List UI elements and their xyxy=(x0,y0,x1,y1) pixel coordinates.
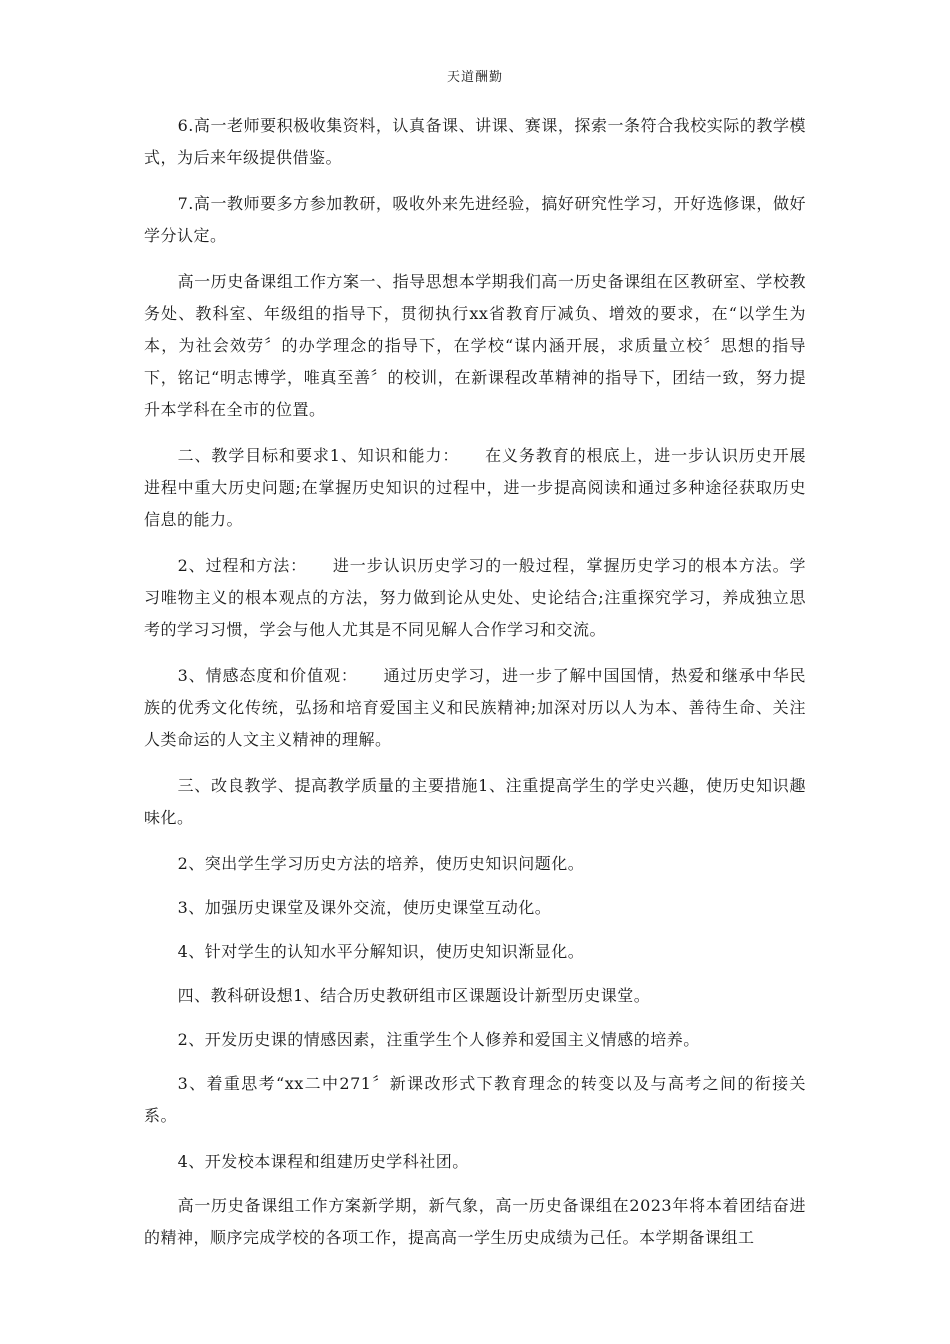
paragraph: 3、情感态度和价值观： 通过历史学习，进一步了解中国国情，热爱和继承中华民族的优秀文化传统，弘扬和培育爱国主义和民族精神;加深对历以人为本、善待生命、关注人类命运的人文主义精神的理解。 xyxy=(144,666,806,749)
paragraph: 2、突出学生学习历史方法的培养，使历史知识问题化。 xyxy=(177,854,585,873)
paragraph: 3、加强历史课堂及课外交流，使历史课堂互动化。 xyxy=(177,898,552,917)
paragraph: 7.高一教师要多方参加教研，吸收外来先进经验，搞好研究性学习，开好选修课，做好学分认定。 xyxy=(144,194,806,245)
paragraph: 3、着重思考“xx二中271〞新课改形式下教育理念的转变以及与高考之间的衔接关系。 xyxy=(144,1074,806,1125)
paragraph: 四、教科研设想1、结合历史教研组市区课题设计新型历史课堂。 xyxy=(177,986,651,1005)
document-body xyxy=(144,110,806,1268)
paragraph: 高一历史备课组工作方案一、指导思想本学期我们高一历史备课组在区教研室、学校教务处、教科室、年级组的指导下，贯彻执行xx省教育厅减负、增效的要求，在“以学生为本，为社会效劳〞的办学理念的指导下，在学校“谋内涵开展，求质量立校〞思想的指导下，铭记“明志博学，唯真至善〞的校训，在新课程改革精神的指导下，团结一致，努力提升本学科在全市的位置。 xyxy=(144,272,806,419)
paragraph: 4、针对学生的认知水平分解知识，使历史知识渐显化。 xyxy=(177,942,585,961)
paragraph: 高一历史备课组工作方案新学期，新气象，高一历史备课组在2023年将本着团结奋进的精神，顺序完成学校的各项工作，提高高一学生历史成绩为己任。本学期备课组工 xyxy=(144,1196,806,1247)
page-header: 天道酬勤 xyxy=(446,70,503,85)
paragraph: 2、过程和方法： 进一步认识历史学习的一般过程，掌握历史学习的根本方法。学习唯物主义的根本观点的方法，努力做到论从史处、史论结合;注重探究学习，养成独立思考的学习习惯，学会与他人尤其是不同见解人合作学习和交流。 xyxy=(144,556,806,639)
paragraph: 4、开发校本课程和组建历史学科社团。 xyxy=(177,1152,469,1171)
paragraph: 6.高一老师要积极收集资料，认真备课、讲课、赛课，探索一条符合我校实际的教学模式，为后来年级提供借鉴。 xyxy=(144,116,806,167)
paragraph: 二、教学目标和要求1、知识和能力： 在义务教育的根底上，进一步认识历史开展进程中重大历史问题;在掌握历史知识的过程中，进一步提高阅读和通过多种途径获取历史信息的能力。 xyxy=(144,446,806,529)
paragraph: 三、改良教学、提高教学质量的主要措施1、注重提高学生的学史兴趣，使历史知识趣味化。 xyxy=(144,776,806,827)
paragraph: 2、开发历史课的情感因素，注重学生个人修养和爱国主义情感的培养。 xyxy=(177,1030,700,1049)
